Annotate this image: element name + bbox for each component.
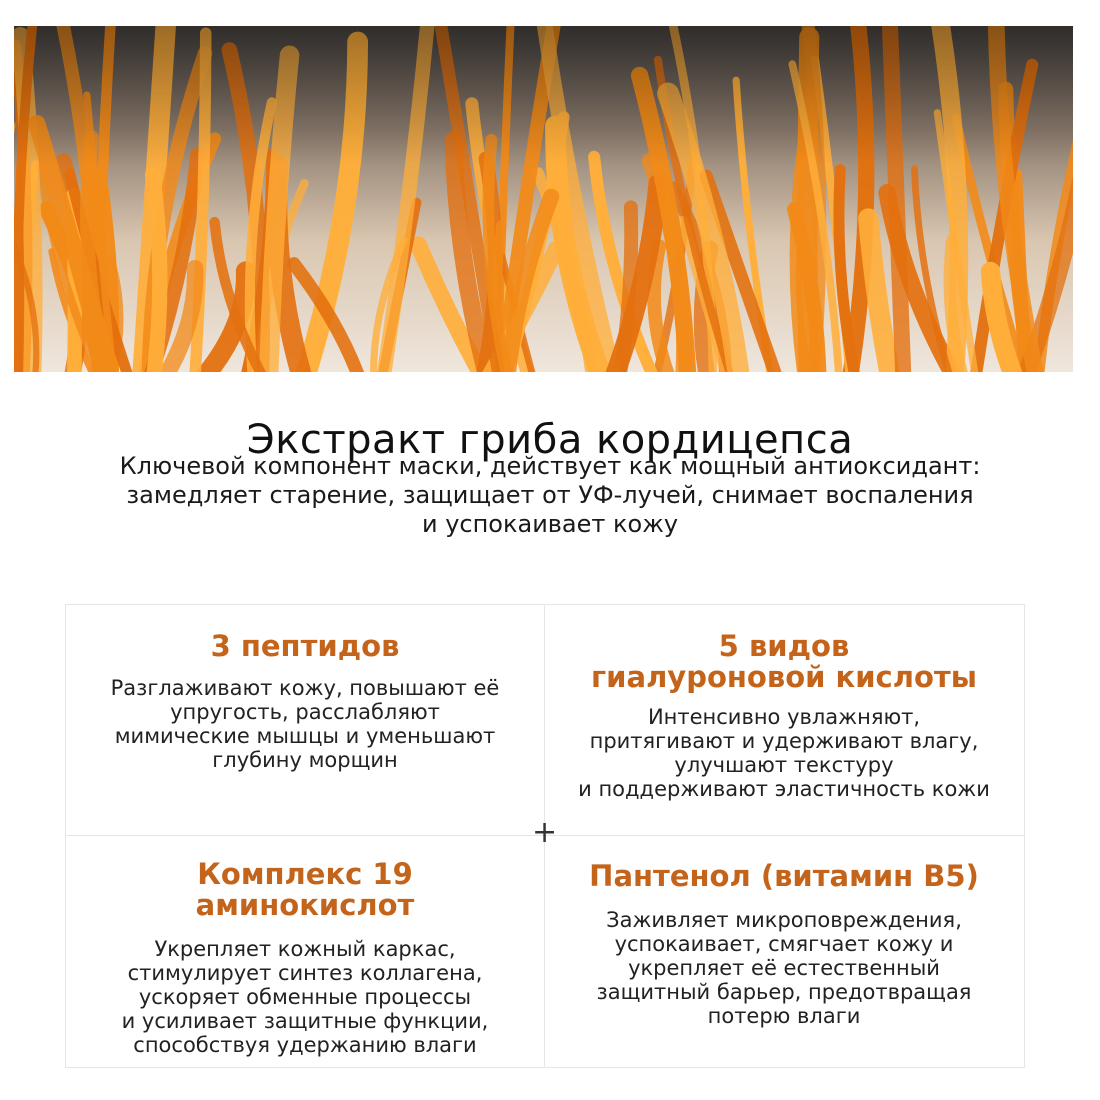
feature-title: Пантенол (витамин В5) [589, 859, 979, 893]
feature-card-amino-acids [66, 859, 544, 1057]
cordyceps-photo [14, 26, 1073, 372]
feature-title: Комплекс 19 аминокислот [195, 857, 415, 922]
page-subtitle: Ключевой компонент маски, действует как мощный антиоксидант: замедляет старение, защищает от УФ-лучей, снимает воспаления и успокаивает кожу [119, 452, 981, 538]
cordyceps-illustration [14, 26, 1073, 372]
features-grid [65, 604, 1025, 1068]
plus-icon: + [532, 815, 558, 850]
feature-card-peptides [66, 631, 544, 772]
page-title: Экстракт гриба кордицепса [246, 416, 854, 463]
feature-card-hyaluronic-acid [545, 631, 1023, 801]
feature-title: 5 видов гиалуроновой кислоты [591, 629, 977, 694]
feature-text: Интенсивно увлажняют, притягивают и удерживают влагу, улучшают текстуру и поддерживают эластичность кожи [578, 705, 990, 801]
feature-text: Разглаживают кожу, повышают её упругость, расслабляют мимические мышцы и уменьшают глубину морщин [110, 676, 500, 772]
feature-text: Заживляет микроповреждения, успокаивает, смягчает кожу и укрепляет её естественный защитный барьер, предотвращая потерю влаги [596, 908, 972, 1028]
feature-title: 3 пептидов [210, 629, 400, 663]
feature-card-panthenol [545, 861, 1023, 1028]
feature-text: Укрепляет кожный каркас, стимулирует синтез коллагена, ускоряет обменные процессы и усиливает защитные функции, способствуя удержанию влаги [121, 937, 489, 1057]
